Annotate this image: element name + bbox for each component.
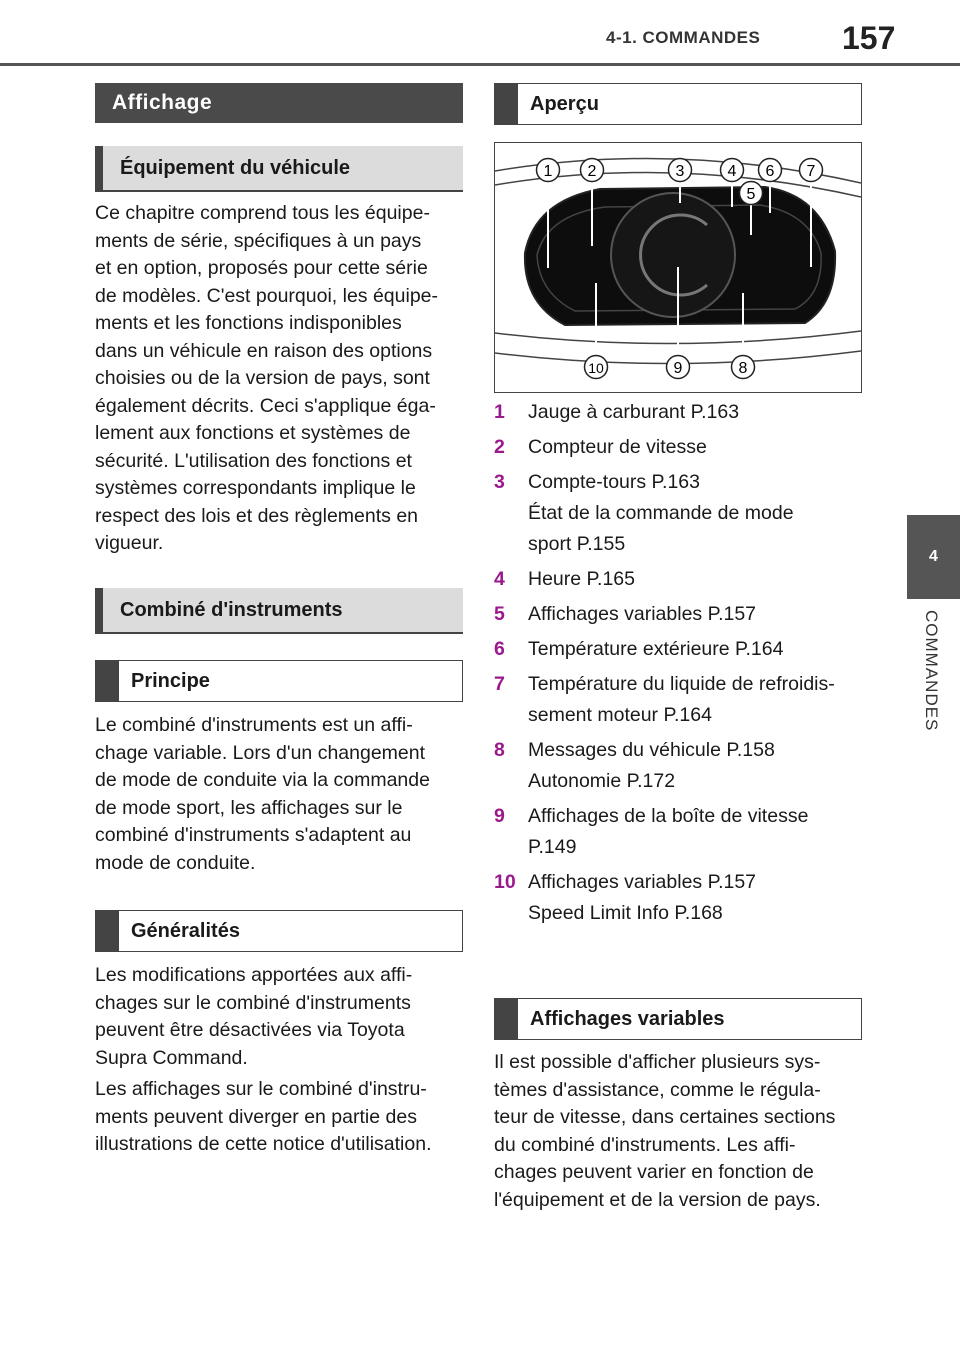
section-header: 4-1. COMMANDES (606, 28, 761, 47)
section-title-affichage (95, 83, 463, 123)
heading-affichages-variables (494, 998, 862, 1040)
text-line: tèmes d'assistance, comme le régula- (494, 1078, 821, 1101)
paragraph-affichages-variables (494, 1049, 862, 1214)
text-line: respect des lois et des règlements en (95, 504, 419, 527)
page-number: 157 (842, 20, 896, 56)
text-line: chages peuvent varier en fonction de (494, 1161, 814, 1183)
legend-item-4 (494, 564, 862, 595)
svg-text:4: 4 (727, 163, 737, 180)
section-title-label: Affichage (95, 83, 463, 123)
text-line: l'équipement et de la version de pays. (494, 1188, 821, 1211)
legend-number: 5 (494, 603, 505, 625)
callout-2 (581, 159, 604, 182)
legend-text: P.149 (528, 836, 577, 858)
svg-text:8: 8 (738, 360, 748, 377)
text-line: Il est possible d'afficher plusieurs sys- (494, 1051, 821, 1073)
callout-7 (800, 159, 823, 182)
legend-text: Heure P.165 (528, 568, 635, 590)
subsection-title: Équipement du véhicule (95, 146, 463, 190)
legend-text: sport P.155 (528, 533, 626, 555)
header-rule (0, 63, 960, 66)
text-line: peuvent être désactivées via Toyota (95, 1019, 405, 1041)
text-line: chages sur le combiné d'instruments (95, 991, 411, 1014)
callout-5 (740, 182, 763, 205)
legend-item-3 (494, 467, 862, 560)
callout-legend (494, 397, 862, 933)
legend-text: sement moteur P.164 (528, 704, 712, 726)
svg-text:2: 2 (587, 163, 597, 180)
legend-number: 10 (494, 871, 516, 893)
text-line: lement aux fonctions et systèmes de (95, 422, 411, 444)
legend-text: État de la commande de mode (528, 502, 794, 524)
legend-item-10 (494, 867, 862, 929)
text-line: ments peuvent diverger en partie des (95, 1105, 417, 1128)
svg-text:1: 1 (543, 163, 553, 180)
chapter-tab-number: 4 (907, 515, 960, 599)
legend-text: Température du liquide de refroidis- (528, 673, 835, 695)
legend-item-5 (494, 599, 862, 630)
text-line: Supra Command. (95, 1046, 248, 1069)
legend-text: Autonomie P.172 (528, 770, 676, 792)
text-line: et en option, proposés pour cette série (95, 257, 428, 279)
callout-10 (585, 356, 608, 379)
legend-number: 3 (494, 471, 505, 493)
divider (95, 190, 463, 192)
text-line: ments et les fonctions indisponibles (95, 312, 402, 334)
legend-text: Messages du véhicule P.158 (528, 739, 775, 761)
legend-item-9 (494, 801, 862, 863)
legend-text: Compteur de vitesse (528, 436, 707, 458)
callout-6 (759, 159, 782, 182)
legend-item-2 (494, 432, 862, 463)
legend-item-7 (494, 669, 862, 731)
legend-number: 4 (494, 568, 505, 590)
instrument-cluster-diagram (495, 143, 861, 392)
text-line: chage variable. Lors d'un changement (95, 741, 426, 764)
callout-3 (669, 159, 692, 182)
heading-label: Généralités (95, 910, 463, 952)
legend-text: Speed Limit Info P.168 (528, 902, 723, 924)
svg-text:9: 9 (673, 360, 683, 377)
paragraph-generalites-2 (95, 1076, 463, 1159)
subsection-combine (95, 588, 463, 634)
text-line: également décrits. Ceci s'applique éga- (95, 394, 436, 417)
svg-text:7: 7 (806, 163, 816, 180)
heading-apercu (494, 83, 862, 125)
svg-text:6: 6 (765, 163, 775, 180)
callout-8 (732, 356, 755, 379)
svg-text:3: 3 (675, 163, 685, 180)
callout-1 (537, 159, 560, 182)
legend-text: Jauge à carburant P.163 (528, 401, 740, 423)
legend-item-1 (494, 397, 862, 428)
text-line: systèmes correspondants implique le (95, 477, 416, 499)
chapter-tab-label: COMMANDES (922, 610, 941, 732)
paragraph-principe (95, 712, 463, 877)
text-line: du combiné d'instruments. Les affi- (494, 1133, 796, 1156)
paragraph-equipement (95, 200, 463, 558)
legend-number: 6 (494, 638, 505, 660)
subsection-equipement (95, 146, 463, 192)
subsection-title: Combiné d'instruments (95, 588, 463, 632)
callout-9 (667, 356, 690, 379)
legend-item-8 (494, 735, 862, 797)
legend-item-6 (494, 634, 862, 665)
paragraph-generalites-1 (95, 962, 463, 1072)
text-line: Les modifications apportées aux affi- (95, 964, 413, 986)
text-line: de mode sport, les affichages sur le (95, 796, 403, 819)
text-line: combiné d'instruments s'adaptent au (95, 824, 412, 846)
legend-text: Température extérieure P.164 (528, 638, 784, 660)
text-line: mode de conduite. (95, 851, 256, 874)
legend-text: Affichages variables P.157 (528, 871, 757, 893)
legend-number: 7 (494, 673, 505, 695)
text-line: Les affichages sur le combiné d'instru- (95, 1078, 427, 1100)
callout-4 (721, 159, 744, 182)
legend-number: 2 (494, 436, 505, 458)
instrument-cluster-illustration (494, 142, 862, 393)
text-line: Ce chapitre comprend tous les équipe- (95, 202, 430, 224)
legend-text: Affichages de la boîte de vitesse (528, 805, 809, 827)
text-line: dans un véhicule en raison des options (95, 339, 433, 362)
text-line: choisies ou de la version de pays, sont (95, 367, 430, 389)
legend-number: 1 (494, 401, 505, 423)
tachometer-circle (611, 193, 735, 317)
text-line: Le combiné d'instruments est un affi- (95, 714, 413, 736)
heading-generalites (95, 910, 463, 952)
legend-number: 8 (494, 739, 505, 761)
heading-label: Principe (95, 660, 463, 702)
heading-principe (95, 660, 463, 702)
heading-label: Affichages variables (494, 998, 862, 1040)
text-line: de mode de conduite via la commande (95, 769, 430, 791)
text-line: illustrations de cette notice d'utilisation. (95, 1133, 432, 1155)
svg-text:10: 10 (588, 360, 604, 376)
text-line: de modèles. C'est pourquoi, les équipe- (95, 284, 439, 307)
text-line: sécurité. L'utilisation des fonctions et (95, 449, 412, 472)
legend-text: Affichages variables P.157 (528, 603, 757, 625)
text-line: vigueur. (95, 532, 164, 554)
heading-label: Aperçu (494, 83, 862, 125)
legend-number: 9 (494, 805, 505, 827)
text-line: ments de série, spécifiques à un pays (95, 229, 422, 252)
divider (95, 632, 463, 634)
text-line: teur de vitesse, dans certaines sections (494, 1106, 836, 1128)
svg-text:5: 5 (746, 186, 756, 203)
legend-text: Compte-tours P.163 (528, 471, 700, 493)
